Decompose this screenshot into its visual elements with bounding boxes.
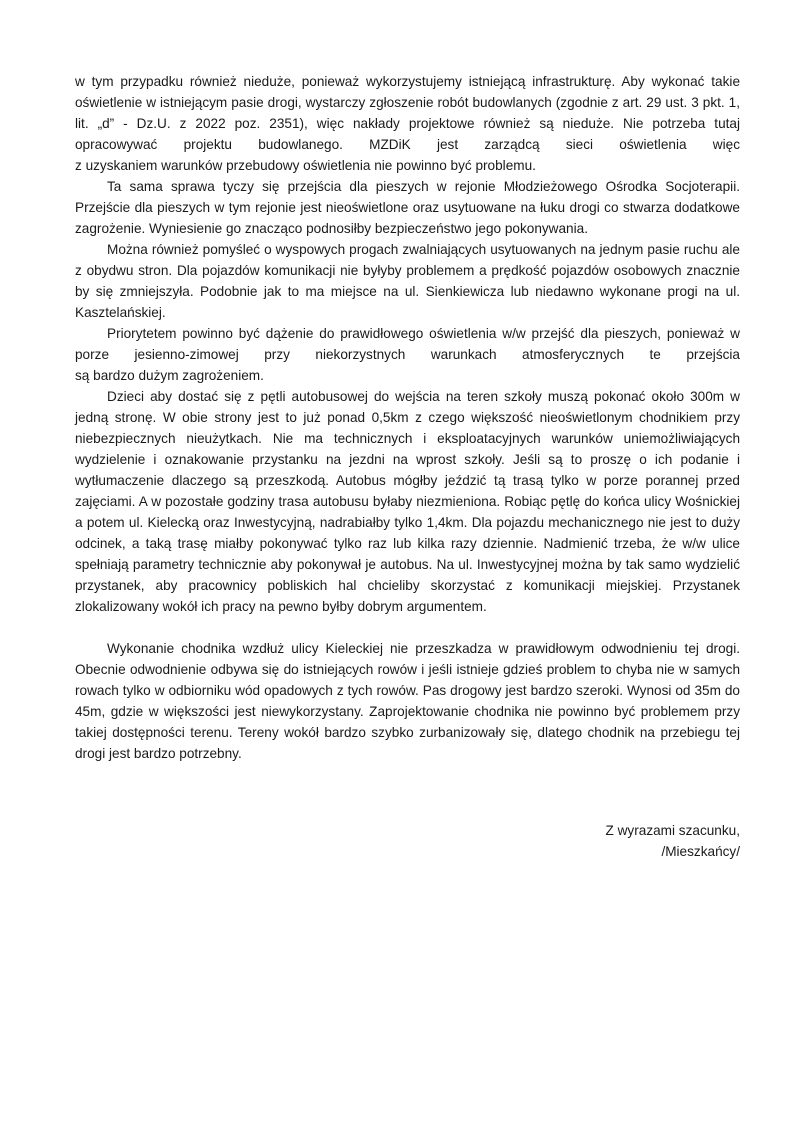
- paragraph-text: Wykonanie chodnika wzdłuż ulicy Kieleckiej nie przeszkadza w prawidłowym odwodnieniu tej drogi. Obecnie odwodnienie odbywa się do istniejących rowów i jeśli istnieje gdzieś problem to chyba nie w samych rowach tylko w odbiorniku wód opadowych z tych rowów. Pas drogowy jest bardzo szeroki. Wynosi od 35m do 45m, gdzie w większości jest niewykorzystany. Zaprojektowanie chodnika nie powinno być problemem przy takiej dostępności terenu. Tereny wokół bardzo szybko zurbanizowały się, dlatego chodnik na przebiegu tej drogi jest bardzo potrzebny.: [75, 641, 740, 761]
- paragraph: [75, 71, 740, 176]
- paragraph-text: z uzyskaniem warunków przebudowy oświetlenia nie powinno być problemu.: [75, 158, 536, 173]
- paragraph-text: Można również pomyśleć o wyspowych progach zwalniających usytuowanych na jednym pasie ruchu ale z obydwu stron. Dla pojazdów komunikacji nie byłyby problemem a prędkość pojazdów osobowych znacznie by się zmniejszyła. Podobnie jak to ma miejsce na ul. Sienkiewicza lub niedawno wykonane progi na ul. Kasztelańskiej.: [75, 242, 740, 320]
- paragraph: [75, 323, 740, 386]
- paragraph-text: w tym przypadku również nieduże, ponieważ wykorzystujemy istniejącą infrastrukturę. Aby wykonać takie oświetlenie w istniejącym pasie drogi, wystarczy zgłoszenie robót budowlanych (zgodnie z art. 29 ust. 3 pkt. 1, lit. „d” - Dz.U. z 2022 poz. 2351), więc nakłady projektowe również są nieduże. Nie potrzeba tutaj opracowywać projektu budowlanego. MZDiK jest zarządcą sieci oświetlenia więc: [75, 74, 740, 152]
- paragraph: [75, 386, 740, 617]
- letter-body: [75, 71, 740, 764]
- paragraph: [75, 638, 740, 764]
- paragraph-text: Dzieci aby dostać się z pętli autobusowej do wejścia na teren szkoły muszą pokonać około 300m w jedną stronę. W obie strony jest to już ponad 0,5km z czego większość nieoświetlonym chodnikiem przy niebezpiecznych nieużytkach. Nie ma technicznych i eksploatacyjnych warunków uniemożliwiających wydzielenie i oznakowanie przystanku na jezdni na wprost szkoły. Jeśli są to proszę o ich podanie i wytłumaczenie dlaczego są przeszkodą. Autobus mógłby jeździć tą trasą tylko w porze porannej przed zajęciami. A w pozostałe godziny trasa autobusu byłaby niezmieniona. Robiąc pętlę do końca ulicy Wośnickiej a potem ul. Kielecką oraz Inwestycyjną, nadrabiałby tylko 1,4km. Dla pojazdu mechanicznego nie jest to duży odcinek, a taką trasę miałby pokonywać tylko raz lub kilka razy dziennie. Nadmienić trzeba, że w/w ulice spełniają parametry technicznie aby pokonywał je autobus. Na ul. Inwestycyjnej można by tak samo wydzielić przystanek, aby pracownicy pobliskich hal chcieliby skorzystać z komunikacji miejskiej. Przystanek zlokalizowany wokół ich pracy na pewno byłby dobrym argumentem.: [75, 389, 740, 614]
- paragraph: [75, 176, 740, 239]
- paragraph-text: Priorytetem powinno być dążenie do prawidłowego oświetlenia w/w przejść dla pieszych, ponieważ w porze jesienno-zimowej przy niekorzystnych warunkach atmosferycznych te przejścia: [75, 326, 740, 362]
- closing-block: [75, 820, 740, 862]
- closing-signature: /Mieszkańcy/: [661, 844, 740, 859]
- paragraph: [75, 239, 740, 323]
- paragraph-text: są bardzo dużym zagrożeniem.: [75, 368, 264, 383]
- paragraph-text: Ta sama sprawa tyczy się przejścia dla pieszych w rejonie Młodzieżowego Ośrodka Socjoterapii. Przejście dla pieszych w tym rejonie jest nieoświetlone oraz usytuowane na łuku drogi co stwarza dodatkowe zagrożenie. Wyniesienie go znacząco podnosiłby bezpieczeństwo jego pokonywania.: [75, 179, 740, 236]
- closing-salutation: Z wyrazami szacunku,: [605, 823, 740, 838]
